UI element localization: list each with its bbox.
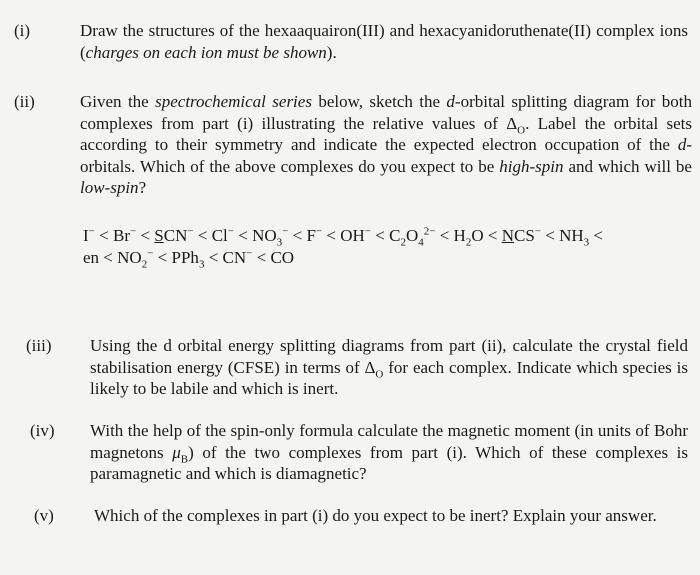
question-number-5: (v) [34, 506, 54, 525]
question-1-text: Draw the structures of the hexaaquairon(III) and hexacyanidoruthenate(II) complex ions (charges on each ion must be shown). [80, 21, 688, 62]
question-number-2: (ii) [14, 92, 35, 111]
question-4-text: With the help of the spin-only formula calculate the magnetic moment (in units of Bohr magnetons $\mu_B$) of the two complexes from part (i). Which of these complexes is paramagnetic and which is diamagnetic? [90, 421, 688, 483]
question-3-text: Using the d orbital energy splitting diagrams from part (ii), calculate the crystal field stabilisation energy (CFSE) in terms of $\Delta_O$ for each complex. Indicate which species is likely to be labile and which is inert. [90, 336, 688, 398]
question-number-1: (i) [14, 21, 31, 40]
question-number-3: (iii) [26, 336, 52, 355]
question-number-4: (iv) [30, 421, 55, 440]
question-2-text: Given the spectrochemical series below, sketch the d-orbital splitting diagram for both complexes from part (i) illustrating the relative values of $\Delta_O$. Label the orbital sets according to their symmetry and indicate the expected electron occupation of the d-orbitals. Which of the above complexes do you expect to be high-spin and which will be low-spin? [80, 92, 693, 197]
spectrochemical-series: $I^- < Br^- < SCN^- < Cl^- < NO_3^- < F^- < OH^- < C_2O_4^{2-} < H_2O < NCS^- < NH_3$ < en < $NO_2^- < PPh_3 < CN^-$ < CO [83, 225, 603, 271]
question-5-text: Which of the complexes in part (i) do you expect to be inert? Explain your answer. [94, 506, 657, 525]
